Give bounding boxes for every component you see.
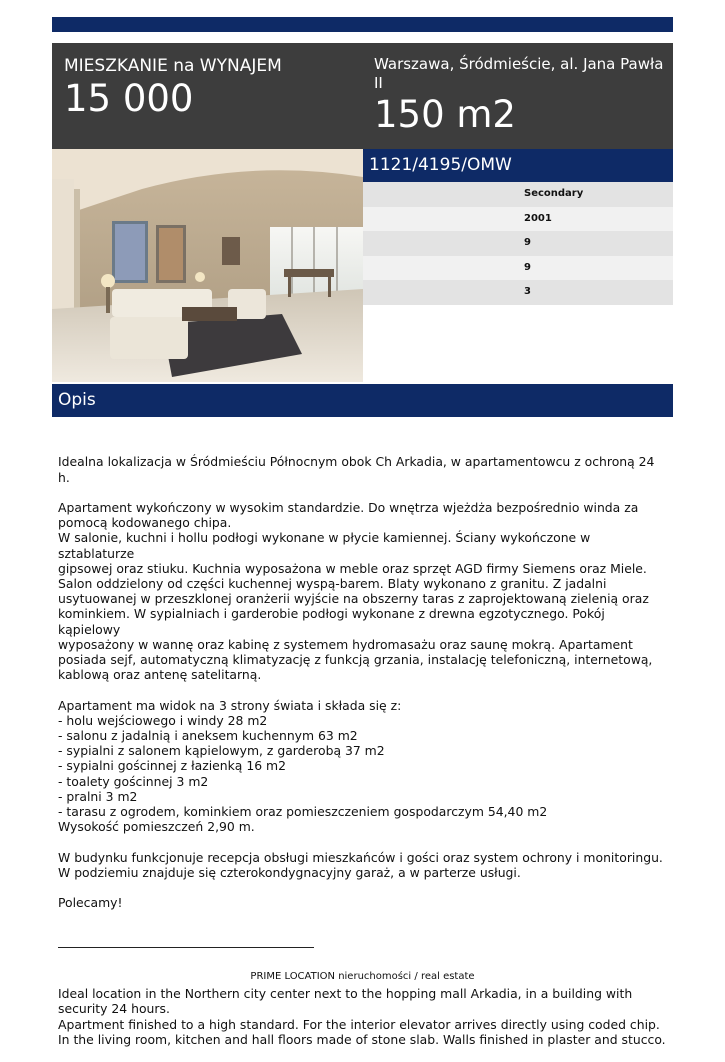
listing-type: MIESZKANIE na WYNAJEM	[64, 56, 282, 76]
description-line: usytuowanej w przeszklonej oranżerii wyjście na obszerny taras z zaprojektowaną zielenią oraz	[58, 591, 649, 607]
detail-row	[363, 207, 673, 232]
listing-location: Warszawa, Śródmieście, al. Jana Pawła II	[374, 55, 664, 92]
description-line	[58, 485, 668, 500]
listing-header	[52, 43, 673, 149]
description-line: Wysokość pomieszczeń 2,90 m.	[58, 819, 255, 835]
description-line: Apartament ma widok na 3 strony świata i składa się z:	[58, 697, 402, 713]
detail-row	[363, 182, 673, 207]
description-title: Opis	[58, 390, 96, 410]
detail-row	[363, 256, 673, 281]
language-divider	[58, 947, 314, 948]
reference-number-bar	[363, 149, 673, 182]
detail-value: 9	[524, 237, 531, 248]
description-line: - sypialni gościnnej z łazienką 16 m2	[58, 758, 286, 774]
header-right	[374, 55, 666, 137]
description-line: Idealna lokalizacja w Śródmieściu Północnym obok Ch Arkadia, w apartamentowcu z ochroną 24 h.	[58, 454, 659, 485]
description-line	[58, 834, 668, 849]
detail-row	[363, 231, 673, 256]
detail-value: 2001	[524, 212, 552, 224]
description-line: Salon oddzielony od części kuchennej wyspą-barem. Blaty wykonano z granitu. Z jadalni	[58, 576, 607, 592]
description-line: W budynku funkcjonuje recepcja obsługi mieszkańców i gości oraz system ochrony i monitoringu.	[58, 849, 663, 865]
description-line	[58, 880, 668, 895]
description-line: W podziemiu znajduje się czterokondygnacyjny garaż, a w parterze usługi.	[58, 864, 521, 880]
description-body	[58, 424, 668, 1062]
description-line: kablową oraz antenę satelitarną.	[58, 667, 262, 683]
apartment-photo	[52, 149, 363, 382]
description-line: In the living room, kitchen and hall floors made of stone slab. Walls finished in plaster and stucco.	[58, 1031, 666, 1047]
description-line: wyposażony w wannę oraz kabinę z systemem hydromasażu oraz saunę mokrą. Apartament	[58, 636, 633, 652]
description-line: W salonie, kuchni i hollu podłogi wykonane w płycie kamiennej. Ściany wykończone w sztablaturze	[58, 530, 595, 561]
description-line	[58, 682, 668, 697]
description-line: Apartament wykończony w wysokim standardzie. Do wnętrza wjeżdża bezpośrednio winda za	[58, 500, 639, 515]
reference-number: 1121/4195/OMW	[369, 155, 512, 175]
description-polish	[58, 454, 668, 910]
description-line: kominkiem. W sypialniach i garderobie podłogi wykonane z drewna egzotycznego. Pokój kąpielowy	[58, 606, 609, 637]
description-line: - pralni 3 m2	[58, 788, 138, 804]
description-header	[52, 384, 673, 417]
description-line: - sypialni z salonem kąpielowym, z garderobą 37 m2	[58, 743, 385, 759]
description-line: Polecamy!	[58, 895, 123, 911]
footer-text: PRIME LOCATION nieruchomości / real estate	[250, 971, 475, 982]
detail-value: Secondary	[524, 188, 584, 199]
listing-area: 150 m2	[374, 93, 516, 136]
description-line: - tarasu z ogrodem, kominkiem oraz pomieszczeniem gospodarczym 54,40 m2	[58, 804, 548, 820]
detail-row	[363, 280, 673, 305]
detail-value: 3	[524, 286, 531, 297]
top-accent-bar	[52, 17, 673, 32]
description-line: posiada sejf, automatyczną klimatyzację z funkcją grzania, instalację telefoniczną, internetową,	[58, 652, 653, 668]
description-line: - holu wejściowego i windy 28 m2	[58, 712, 268, 728]
description-line: - salonu z jadalnią i aneksem kuchennym 63 m2	[58, 728, 358, 744]
description-line: Ideal location in the Northern city center next to the hopping mall Arkadia, in a building with	[58, 986, 633, 1002]
description-line: security 24 hours.	[58, 1001, 170, 1017]
description-line: - toalety gościnnej 3 m2	[58, 773, 209, 789]
description-line: gipsowej oraz stiuku. Kuchnia wyposażona w meble oraz sprzęt AGD firmy Siemens oraz Miele.	[58, 560, 647, 576]
header-left	[64, 55, 364, 121]
listing-price: 15 000	[64, 77, 194, 120]
details-table	[363, 182, 673, 305]
detail-value: 9	[524, 261, 531, 273]
description-english	[58, 986, 668, 1047]
description-line: Apartment finished to a high standard. For the interior elevator arrives directly using coded chip.	[58, 1016, 660, 1032]
description-line: pomocą kodowanego chipa.	[58, 515, 232, 531]
